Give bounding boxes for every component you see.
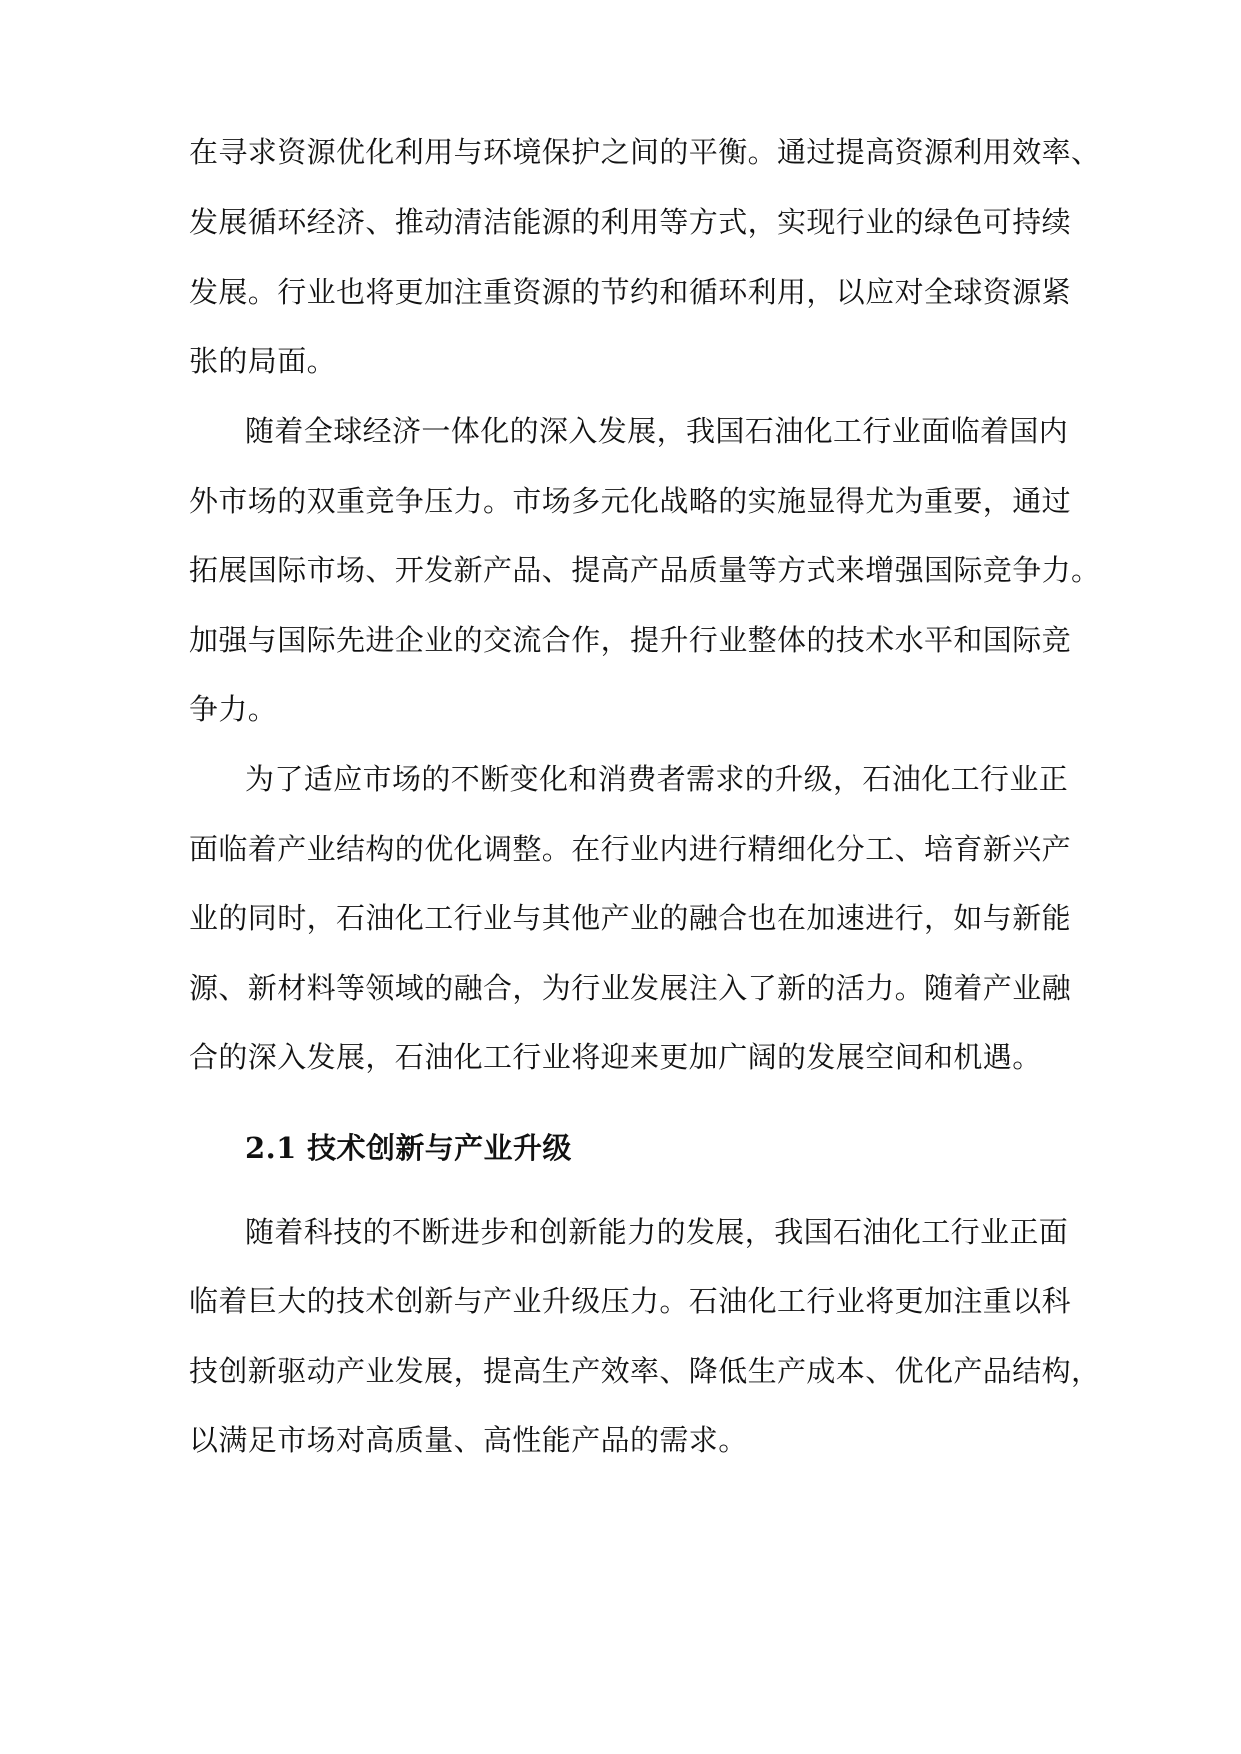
section-paragraph-line-3: 技创新驱动产业发展，提高生产效率、降低生产成本、优化产品结构，	[189, 1354, 1101, 1388]
paragraph-3-line-3: 业的同时，石油化工行业与其他产业的融合也在加速进行，如与新能	[189, 901, 1072, 935]
section-heading: 2.1 技术创新与产业升级	[245, 1131, 572, 1165]
section-paragraph-line-2: 临着巨大的技术创新与产业升级压力。石油化工行业将更加注重以科	[189, 1284, 1072, 1318]
paragraph-2-line-5: 争力。	[189, 692, 278, 726]
section-paragraph-line-4: 以满足市场对高质量、高性能产品的需求。	[189, 1423, 748, 1457]
paragraph-2-line-4: 加强与国际先进企业的交流合作，提升行业整体的技术水平和国际竞	[189, 623, 1072, 657]
paragraph-1-line-3: 发展。行业也将更加注重资源的节约和循环利用，以应对全球资源紧	[189, 275, 1072, 309]
paragraph-3-line-5: 合的深入发展，石油化工行业将迎来更加广阔的发展空间和机遇。	[189, 1040, 1042, 1074]
section-paragraph-line-1: 随着科技的不断进步和创新能力的发展，我国石油化工行业正面	[245, 1215, 1069, 1249]
paragraph-1-line-2: 发展循环经济、推动清洁能源的利用等方式，实现行业的绿色可持续	[189, 205, 1072, 239]
paragraph-1-line-4: 张的局面。	[189, 344, 337, 378]
paragraph-3-line-2: 面临着产业结构的优化调整。在行业内进行精细化分工、培育新兴产	[189, 832, 1072, 866]
paragraph-2-line-3: 拓展国际市场、开发新产品、提高产品质量等方式来增强国际竞争力。	[189, 553, 1101, 587]
paragraph-3-line-1: 为了适应市场的不断变化和消费者需求的升级，石油化工行业正	[245, 762, 1069, 796]
paragraph-2-line-2: 外市场的双重竞争压力。市场多元化战略的实施显得尤为重要，通过	[189, 484, 1072, 518]
paragraph-1-line-1: 在寻求资源优化利用与环境保护之间的平衡。通过提高资源利用效率、	[189, 135, 1101, 169]
paragraph-3-line-4: 源、新材料等领域的融合，为行业发展注入了新的活力。随着产业融	[189, 971, 1072, 1005]
paragraph-2-line-1: 随着全球经济一体化的深入发展，我国石油化工行业面临着国内	[245, 414, 1069, 448]
